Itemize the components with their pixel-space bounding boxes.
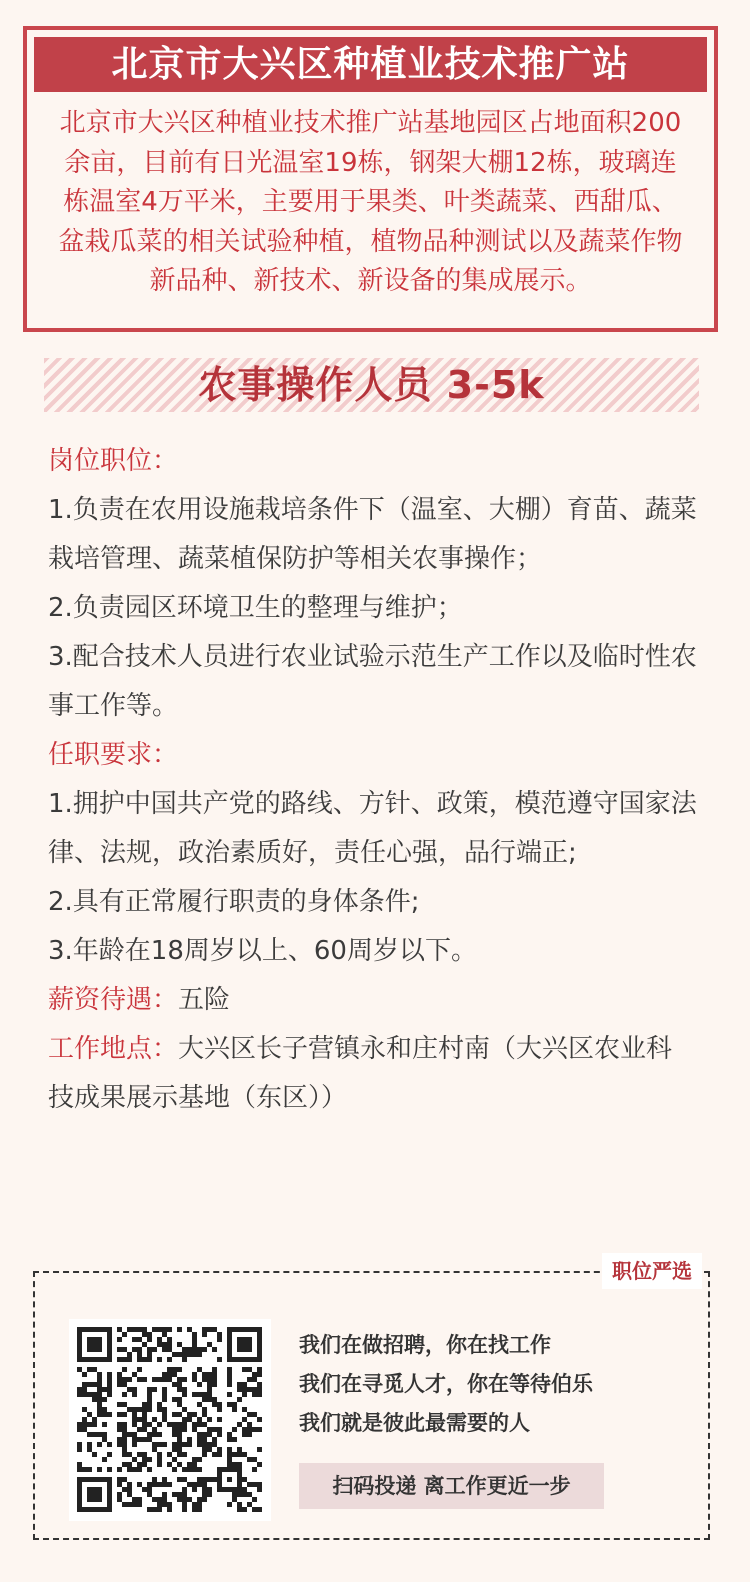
benefits-value: 五险 [178,985,231,1015]
requirement-item: 3.年龄在18周岁以上、60周岁以下。 [48,936,477,966]
requirements-label: 任职要求： [48,740,179,770]
slogan-line: 我们在做招聘，你在找工作 [299,1332,551,1357]
location-row [48,1025,698,1123]
footer-tag: 职位严选 [602,1253,702,1289]
footer-slogans [299,1325,699,1442]
qr-code-icon [69,1319,271,1521]
duty-item: 2.负责园区环境卫生的整理与维护； [48,593,463,623]
job-title: 农事操作人员 3-5k [198,363,545,407]
duty-item: 1.负责在农用设施栽培条件下（温室、大棚）育苗、蔬菜栽培管理、蔬菜植保防护等相关农事操作； [48,495,697,574]
benefits-label: 薪资待遇： [48,985,179,1015]
duty-item: 3.配合技术人员进行农业试验示范生产工作以及临时性农事工作等。 [48,642,697,721]
duties-label: 岗位职位： [48,446,179,476]
job-title-banner [44,358,699,412]
company-intro-box [23,26,718,332]
requirement-item: 2.具有正常履行职责的身体条件; [48,887,420,917]
location-value: 大兴区长子营镇永和庄村南（大兴区农业科技成果展示基地（东区）） [48,1034,673,1113]
job-details [48,437,698,1123]
scan-to-apply-cta: 扫码投递 离工作更近一步 [299,1463,604,1509]
slogan-line: 我们在寻觅人才，你在等待伯乐 [299,1371,593,1396]
company-description: 北京市大兴区种植业技术推广站基地园区占地面积200余亩，目前有日光温室19栋，钢架大棚12栋，玻璃连栋温室4万平米，主要用于果类、叶类蔬菜、西甜瓜、盆栽瓜菜的相关试验种植，植物品种测试以及蔬菜作物新品种、新技术、新设备的集成展示。 [58,108,683,296]
benefits-row [48,976,698,1025]
company-title: 北京市大兴区种植业技术推广站 [34,37,707,92]
footer-card [33,1259,710,1540]
slogan-line: 我们就是彼此最需要的人 [299,1410,530,1435]
location-label: 工作地点： [48,1034,179,1064]
requirement-item: 1.拥护中国共产党的路线、方针、政策，模范遵守国家法律、法规，政治素质好，责任心强，品行端正; [48,789,697,868]
qr-code[interactable] [69,1319,271,1521]
